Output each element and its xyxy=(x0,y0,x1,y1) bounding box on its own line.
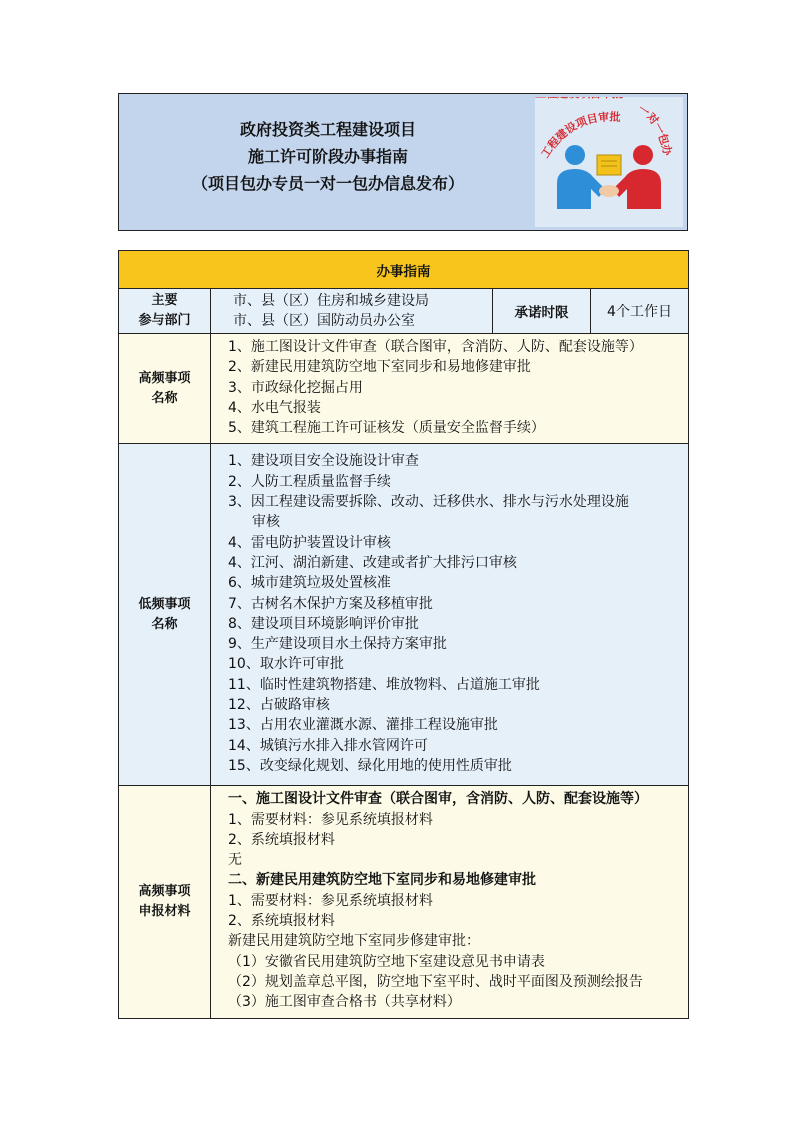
header-title-line-3: （项目包办专员一对一包办信息发布） xyxy=(191,174,464,193)
document-folder-icon xyxy=(597,155,621,175)
list-item: （2）规划盖章总平图，防空地下室平时、战时平面图及预测绘报告 xyxy=(228,973,643,990)
list-item: 7、古树名木保护方案及移植审批 xyxy=(228,595,433,612)
list-item: 1、需要材料：参见系统填报材料 xyxy=(228,811,433,828)
materials-label-line-1: 高频事项 xyxy=(138,883,191,899)
list-item: （3）施工图审查合格书（共享材料） xyxy=(228,994,461,1011)
materials-label-line-2: 申报材料 xyxy=(138,903,191,919)
list-item: 2、系统填报材料 xyxy=(228,831,335,848)
promise-label: 承诺时限 xyxy=(493,289,591,334)
list-item: 6、城市建筑垃圾处置核准 xyxy=(228,575,391,592)
handshake-illustration xyxy=(535,97,683,227)
list-item: 4、雷电防护装置设计审核 xyxy=(228,534,391,551)
list-item: 2、系统填报材料 xyxy=(228,913,335,930)
list-item: 1、施工图设计文件审查（联合图审，含消防、人防、配套设施等） xyxy=(228,339,643,355)
header-banner xyxy=(118,93,688,231)
handshake-icon xyxy=(599,185,619,197)
low-freq-label xyxy=(119,444,211,786)
list-item: 15、改变绿化规划、绿化用地的使用性质审批 xyxy=(228,757,512,774)
one-to-one-service-illustration xyxy=(535,97,683,227)
list-item: 12、占破路审核 xyxy=(228,697,330,714)
materials-row xyxy=(119,786,689,1018)
dept-item: 市、县（区）住房和城乡建设局 xyxy=(233,293,429,309)
logo-arc-right: 一对一包办 xyxy=(635,102,675,157)
high-freq-list xyxy=(211,334,689,444)
high-freq-label-line-1: 高频事项 xyxy=(138,370,191,386)
high-freq-row xyxy=(119,334,689,444)
dept-row xyxy=(119,289,689,334)
list-item: （1）安徽省民用建筑防空地下室建设意见书申请表 xyxy=(228,953,545,970)
list-item: 1、建设项目安全设施设计审查 xyxy=(228,453,419,470)
list-item: 1、需要材料：参见系统填报材料 xyxy=(228,892,433,909)
low-freq-label-line-2: 名称 xyxy=(151,616,178,632)
list-item: 3、市政绿化挖掘占用 xyxy=(228,379,363,396)
list-item: 13、占用农业灌溉水源、灌排工程设施审批 xyxy=(228,717,498,734)
dept-item: 市、县（区）国防动员办公室 xyxy=(233,313,415,329)
logo-arc-left: 工程建设项目审批 xyxy=(538,110,621,161)
low-freq-label-line-1: 低频事项 xyxy=(138,596,191,612)
dept-label xyxy=(119,289,211,334)
materials-heading: 一、施工图设计文件审查（联合图审，含消防、人防、配套设施等） xyxy=(228,791,648,808)
header-title-line-2: 施工许可阶段办事指南 xyxy=(247,147,408,166)
list-item: 11、临时性建筑物搭建、堆放物料、占道施工审批 xyxy=(228,676,540,693)
section-title: 办事指南 xyxy=(119,251,689,289)
header-title-line-1: 政府投资类工程建设项目 xyxy=(239,120,416,139)
logo-text-left xyxy=(535,97,623,100)
dept-label-line-1: 主要 xyxy=(151,293,178,308)
table-title-row xyxy=(119,251,689,289)
list-item: 2、新建民用建筑防空地下室同步和易地修建审批 xyxy=(228,359,531,376)
materials-label xyxy=(119,786,211,1018)
list-item: 4、江河、湖泊新建、改建或者扩大排污口审核 xyxy=(228,554,517,571)
low-freq-list xyxy=(211,444,689,786)
list-item: 9、生产建设项目水土保持方案审批 xyxy=(228,636,447,653)
list-item: 14、城镇污水排入排水管网许可 xyxy=(228,737,428,754)
list-item: 10、取水许可审批 xyxy=(228,656,344,673)
left-person-head-icon xyxy=(565,145,585,165)
dept-list xyxy=(211,289,493,334)
promise-value: 4个工作日 xyxy=(591,289,689,334)
list-item-continuation: 审核 xyxy=(252,514,280,531)
high-freq-label xyxy=(119,334,211,444)
high-freq-label-line-2: 名称 xyxy=(151,390,178,406)
dept-label-line-2: 参与部门 xyxy=(138,313,191,328)
right-person-head-icon xyxy=(633,145,653,165)
materials-heading: 二、新建民用建筑防空地下室同步和易地修建审批 xyxy=(228,872,536,889)
low-freq-row xyxy=(119,444,689,786)
list-item: 4、水电气报装 xyxy=(228,399,321,416)
list-item: 无 xyxy=(228,852,242,869)
service-guide-table xyxy=(118,250,689,1019)
list-item: 3、因工程建设需要拆除、改动、迁移供水、排水与污水处理设施 xyxy=(228,494,629,511)
header-title xyxy=(119,116,537,197)
list-item: 8、建设项目环境影响评价审批 xyxy=(228,615,419,632)
list-item: 新建民用建筑防空地下室同步修建审批： xyxy=(228,933,480,950)
list-item: 5、建筑工程施工许可证核发（质量安全监督手续） xyxy=(228,420,545,437)
list-item: 2、人防工程质量监督手续 xyxy=(228,473,391,490)
materials-list xyxy=(211,786,689,1018)
